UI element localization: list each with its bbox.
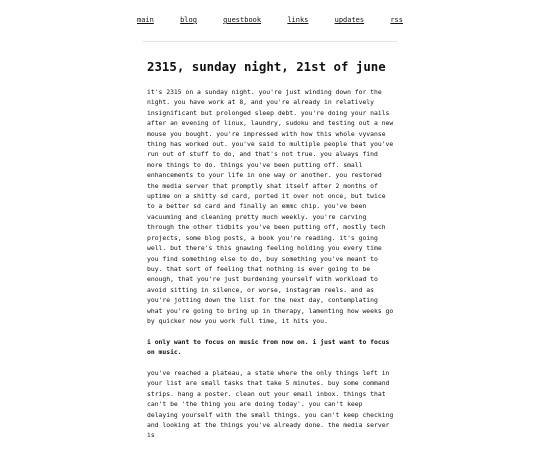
nav-link-links[interactable]: links [287,16,309,24]
nav-link-rss[interactable]: rss [390,16,403,24]
nav-link-blog[interactable]: blog [180,16,197,24]
post-paragraph-1: it's 2315 on a sunday night. you're just winding down for the night. you have work at 8, and you're already in relatively insignificant but prolonged sleep debt. you're doing your nails after an evening of linux, laundry, sudoku and testing out a new mouse you bought. you're impressed with how this whole vyvanse thing has worked out. you've said to multiple people that you've run out of stuff to do, and that's not true. you always find more things to do. things you've been putting off. small enhancements to your life in one way or another. you restored the media server that promptly shat itself after 2 months of uptime on a shitty sd card, ported it over not once, but twice to a better sd card and finally an emmc chip. you've been vacuuming and cleaning pretty much weekly. you're carving through the other tidbits you've been putting off, mostly tech projects, some blog posts, a book you're reading. it's going well. but there's this gnawing feeling holding you every time you find something else to do, buy something you've meant to buy. that sort of feeling that nothing is ever going to be enough, that you're just burdening yourself with workload to avoid sitting in silence, or worse, instagram reels. and as you're jotting down the list for the next day, contemplating what you're going to bring up in therapy, lamenting how weeks go by quicker now you work full time, it hits you. [147,88,394,325]
nav-link-updates[interactable]: updates [334,16,365,24]
nav-link-guestbook[interactable]: guestbook [223,16,262,24]
post-body [147,87,397,451]
post-paragraph-2: i only want to focus on music from now on. i just want to focus on music. [147,337,390,357]
top-nav [0,15,540,25]
nav-link-main[interactable]: main [137,16,154,24]
post-title: 2315, sunday night, 21st of june [147,59,386,74]
post-paragraph-3: you've reached a plateau, a state where the only things left in your list are small tasks that take 5 minutes. buy some command strips. hang a poster. clean out your email inbox. things that can't be 'the thing you are doing today'. you can't keep delaying yourself with the small things. you can't keep checking and looking at the things you've already done. the media server is [147,368,394,440]
nav-divider [143,41,397,42]
